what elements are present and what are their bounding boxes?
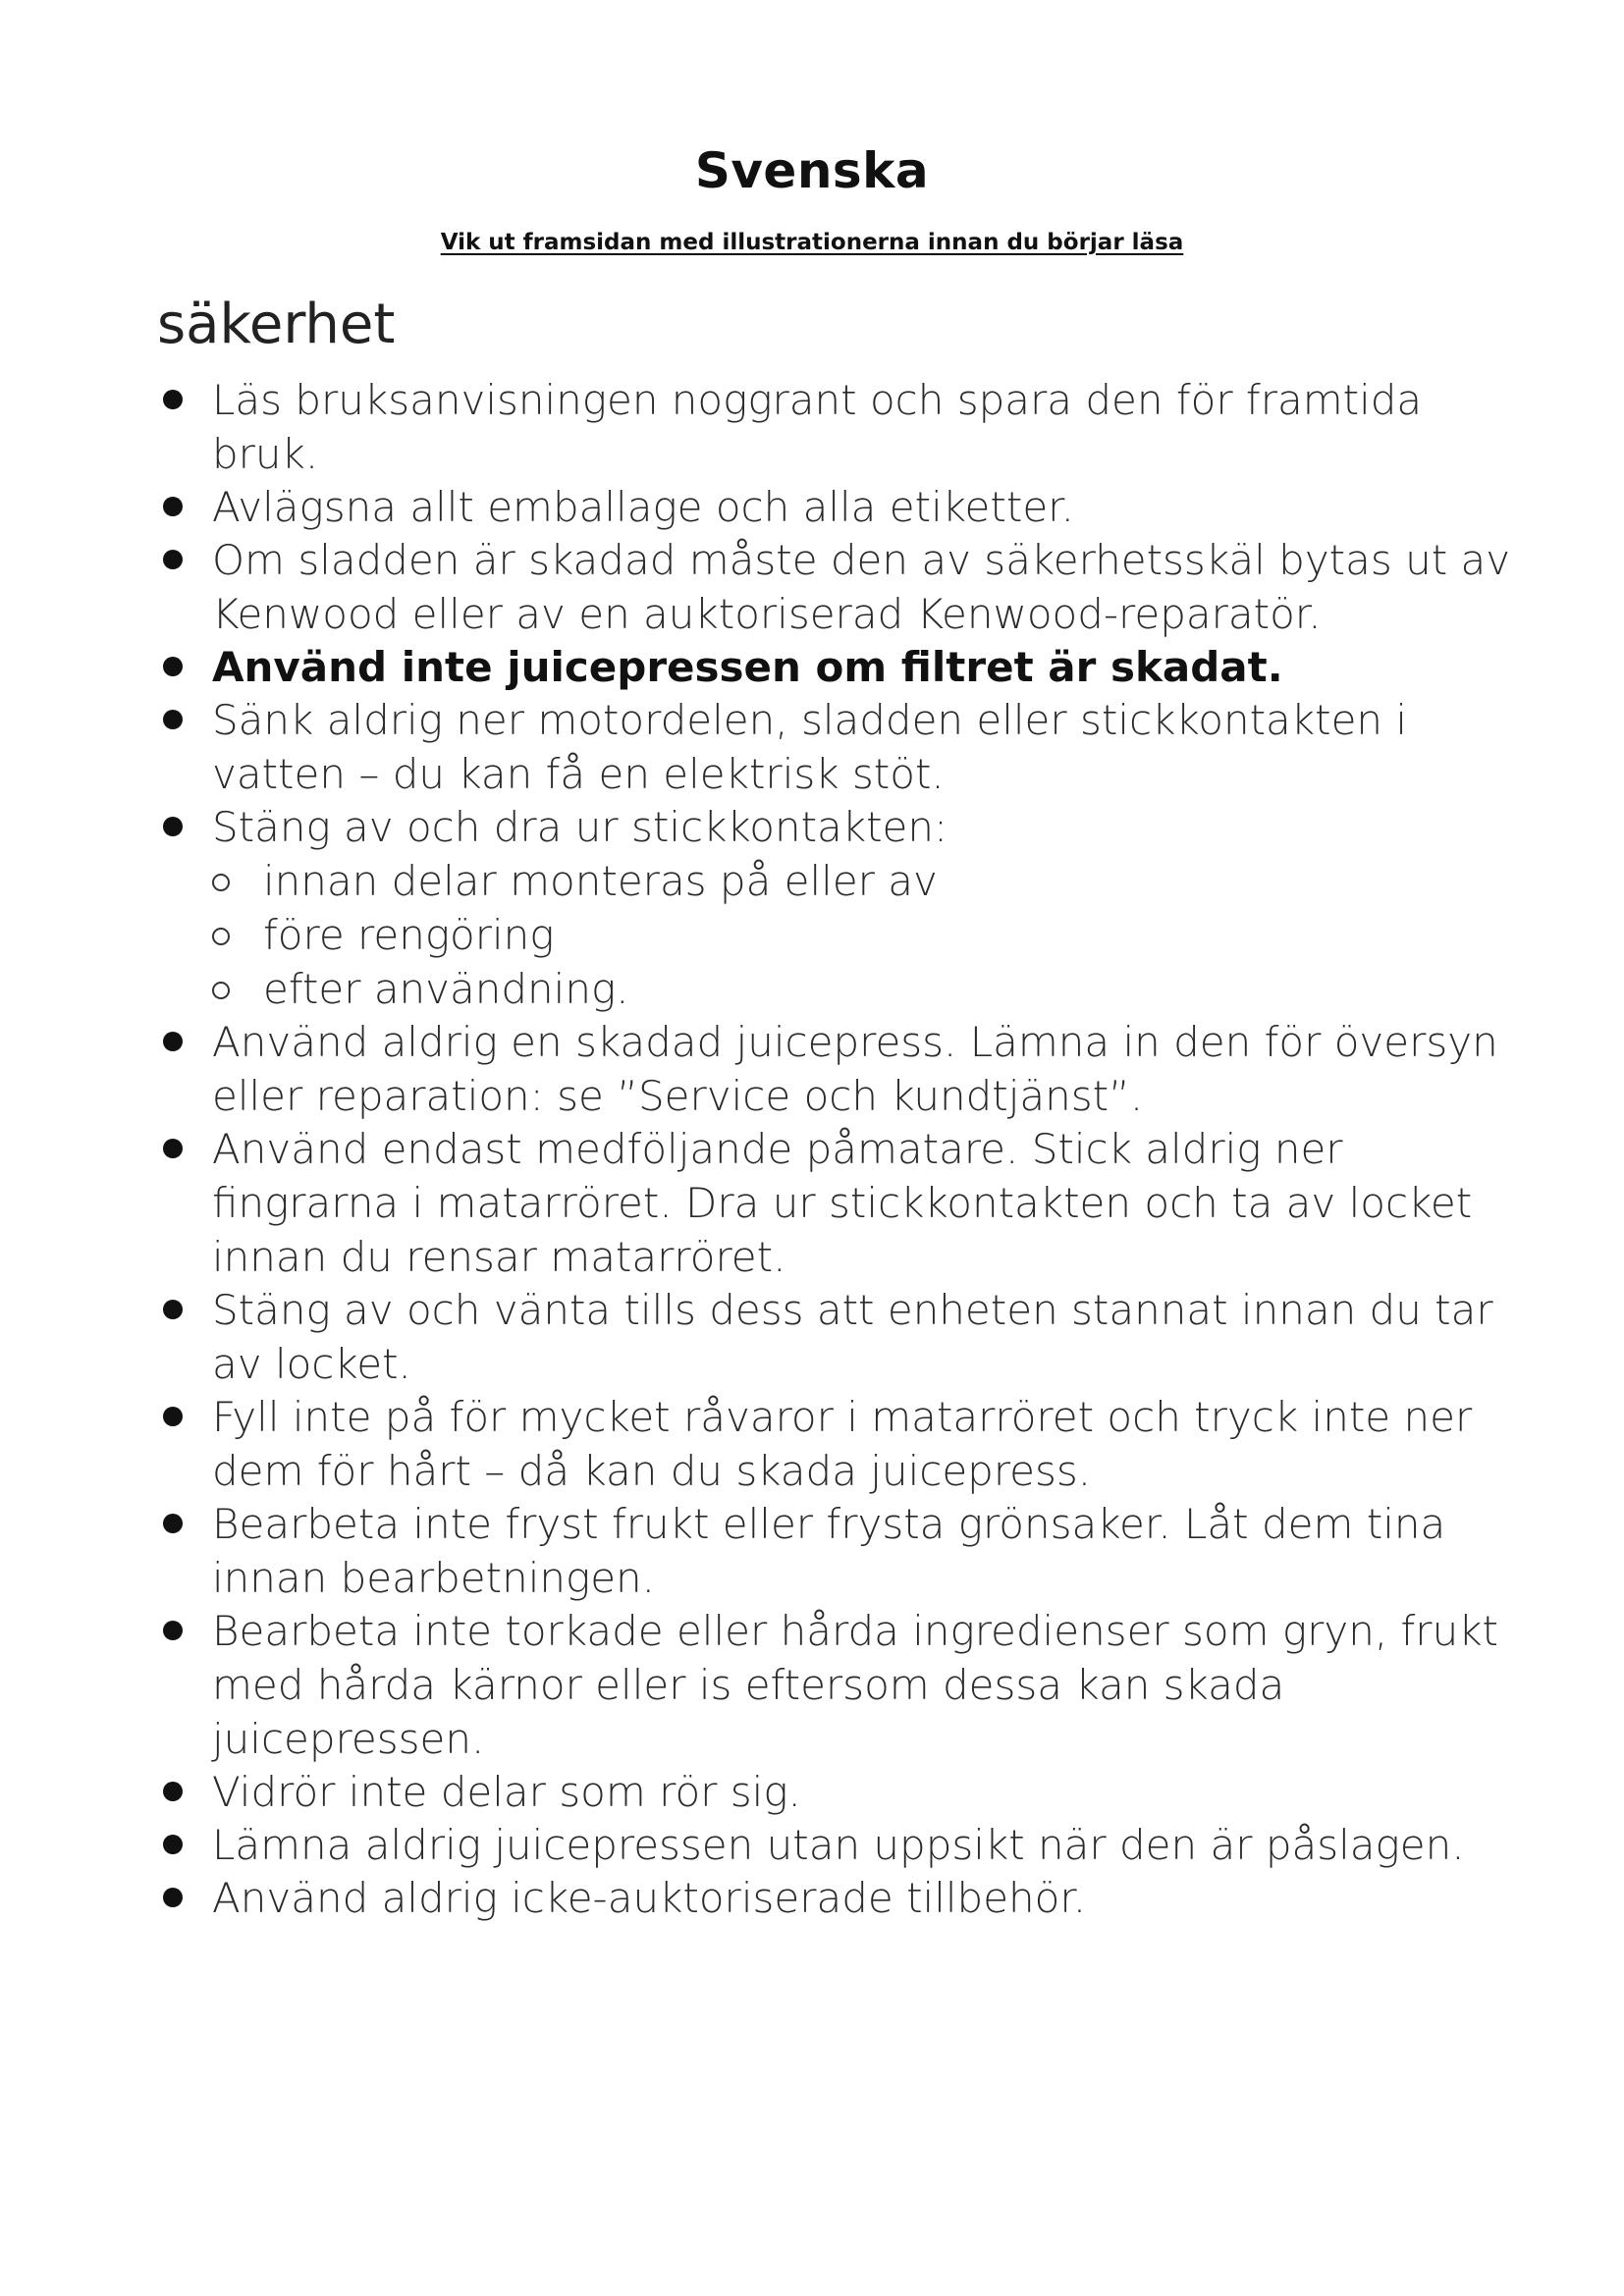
list-item-text: Fyll inte på för mycket råvaror i matarröret och tryck inte ner dem för hårt – då kan du skada juicepress. — [212, 1393, 1473, 1495]
list-item — [157, 800, 1512, 1016]
bullet-icon — [163, 1514, 183, 1533]
sublist-item-text: innan delar monteras på eller av — [263, 857, 938, 905]
list-item — [157, 1283, 1512, 1391]
safety-list — [157, 373, 1512, 1924]
bullet-icon — [163, 1835, 183, 1854]
list-item — [157, 373, 1512, 481]
list-item-text: Om sladden är skadad måste den av säkerhetsskäl bytas ut av Kenwood eller av en auktoriserad Kenwood-reparatör. — [212, 536, 1511, 638]
list-item-text: Avlägsna allt emballage och alla etiketter. — [212, 483, 1074, 531]
section-heading: säkerhet — [157, 293, 396, 356]
bullet-icon — [163, 1888, 183, 1907]
list-item-text: Stäng av och vänta tills dess att enheten stannat innan du tar av locket. — [212, 1286, 1493, 1388]
list-item-text: Bearbeta inte torkade eller hårda ingredienser som gryn, frukt med hårda kärnor eller is eftersom dessa kan skada juicepressen. — [212, 1607, 1498, 1763]
list-item-text: Lämna aldrig juicepressen utan uppsikt när den är påslagen. — [212, 1821, 1465, 1869]
list-item — [157, 1818, 1512, 1872]
bullet-icon — [163, 390, 183, 409]
list-item-text: Använd aldrig icke-auktoriserade tillbehör. — [212, 1874, 1087, 1922]
bullet-icon — [163, 1782, 183, 1801]
sublist-item-text: efter användning. — [263, 965, 629, 1013]
list-item — [157, 1015, 1512, 1123]
list-item-warning — [157, 640, 1512, 694]
hollow-bullet-icon — [212, 874, 230, 891]
list-item — [157, 480, 1512, 534]
list-item — [157, 533, 1512, 641]
bullet-icon — [163, 1621, 183, 1640]
bullet-icon — [163, 1407, 183, 1426]
list-item — [157, 1497, 1512, 1605]
bullet-icon — [163, 497, 183, 516]
list-item — [157, 1871, 1512, 1925]
list-item-text: Använd inte juicepressen om filtret är skadat. — [212, 643, 1283, 691]
list-item — [157, 1390, 1512, 1498]
language-title: Svenska — [694, 142, 930, 199]
bullet-icon — [163, 1139, 183, 1158]
bullet-icon — [163, 1032, 183, 1051]
list-item-text: Använd aldrig en skadad juicepress. Lämna in den för översyn eller reparation: se ”Service och kundtjänst”. — [212, 1018, 1498, 1120]
bullet-icon — [163, 550, 183, 569]
bullet-icon — [163, 817, 183, 836]
hollow-bullet-icon — [212, 928, 230, 945]
sublist-item-text: före rengöring — [263, 911, 555, 959]
bullet-icon — [163, 1300, 183, 1319]
list-item — [157, 1604, 1512, 1766]
bullet-icon — [163, 710, 183, 729]
bullet-icon — [163, 657, 183, 676]
list-item-text: Stäng av och dra ur stickkontakten: — [212, 803, 948, 851]
list-item-text: Bearbeta inte fryst frukt eller frysta grönsaker. Låt dem tina innan bearbetningen. — [212, 1500, 1446, 1602]
list-item-text: Använd endast medföljande påmatare. Stick aldrig ner fingrarna i matarröret. Dra ur stickkontakten och ta av locket innan du rensar matarröret. — [212, 1125, 1473, 1281]
fold-instruction: Vik ut framsidan med illustrationerna innan du börjar läsa — [440, 230, 1184, 255]
list-item-text: Vidrör inte delar som rör sig. — [212, 1768, 801, 1816]
list-item-text: Sänk aldrig ner motordelen, sladden eller stickkontakten i vatten – du kan få en elektrisk stöt. — [212, 696, 1408, 798]
list-item — [157, 1122, 1512, 1284]
list-item — [157, 693, 1512, 801]
sublist-item — [212, 854, 1512, 908]
unplug-sublist — [212, 854, 1512, 1016]
sublist-item — [212, 908, 1512, 962]
sublist-item — [212, 962, 1512, 1016]
list-item-text: Läs bruksanvisningen noggrant och spara den för framtida bruk. — [212, 376, 1423, 478]
hollow-bullet-icon — [212, 982, 230, 999]
list-item — [157, 1765, 1512, 1819]
